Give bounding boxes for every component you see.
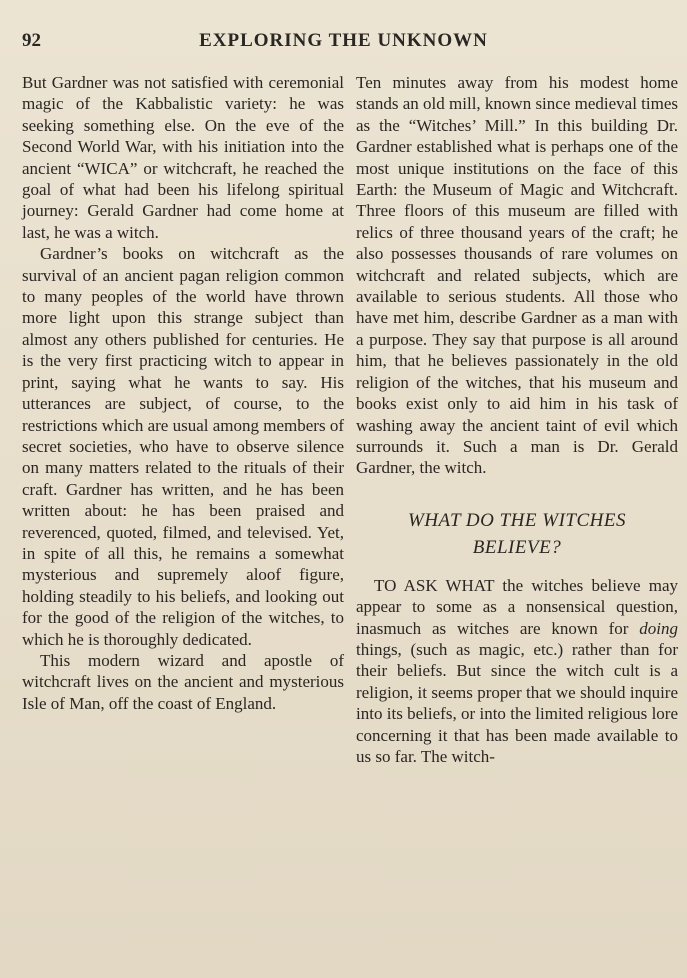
page-number: 92 [22, 30, 41, 51]
paragraph: This modern wizard and apostle of witchcraft lives on the ancient and mysterious Isle of Man, off the coast of England. [22, 650, 344, 713]
paragraph: But Gardner was not satisfied with ceremonial magic of the Kabbalistic variety: he was seeking something else. On the eve of the Second World War, with his initiation into the ancient “WICA” or witchcraft, he reached the goal of what had been his lifelong spiritual journey: Gerald Gardner had come home at last, he was a witch. [22, 73, 344, 242]
text-run: TO ASK WHAT the witches believe may appear to some as a nonsensical question, inasmuch as witches are known for [356, 575, 678, 638]
paragraph [356, 575, 678, 768]
text-run: things, (such as magic, etc.) rather than for their beliefs. But since the witch cult is a religion, it seems proper that we should inquire into its beliefs, or into the limited religious lore concerning it that has been made available to us so far. The witch- [356, 639, 678, 766]
left-column [22, 72, 344, 714]
paragraph: Gardner’s books on witchcraft as the survival of an ancient pagan religion common to many peoples of the world have thrown more light upon this strange subject than almost any others published for centuries. He is the very first practicing witch to appear in print, saying what he wants to say. His utterances are subject, of course, to the restrictions which are usual among members of secret societies, who have to observe silence on many matters related to the rituals of their craft. Gardner has written, and he has been written about: he has been praised and reverenced, quoted, filmed, and televised. Yet, in spite of all this, he remains a somewhat mysterious and supremely aloof figure, holding steadily to his beliefs, and looking out for the good of the religion of the witches, to which he is thoroughly dedicated. [22, 244, 344, 649]
emphasis-text: doing [639, 618, 678, 638]
right-column [356, 72, 678, 767]
section-heading [356, 507, 678, 561]
page-header [22, 30, 665, 58]
paragraph: Ten minutes away from his modest home stands an old mill, known since medieval times as the “Witches’ Mill.” In this building Dr. Gardner established what is perhaps one of the most unique institutions on the face of this Earth: the Museum of Magic and Witchcraft. Three floors of this museum are filled with relics of three thousand years of the craft; he also possesses thousands of rare volumes on witchcraft and related subjects, which are available to serious students. All those who have met him, describe Gardner as a man with a purpose. They say that purpose is all around him, that he believes passionately in the old religion of the witches, that his museum and books exist only to aid him in his task of washing away the ancient taint of evil which surrounds it. Such a man is Dr. Gerald Gardner, the witch. [356, 73, 679, 478]
running-title: EXPLORING THE UNKNOWN [199, 30, 488, 51]
section-heading-line: BELIEVE? [472, 536, 562, 558]
section-heading-line: WHAT DO THE WITCHES [408, 509, 626, 531]
